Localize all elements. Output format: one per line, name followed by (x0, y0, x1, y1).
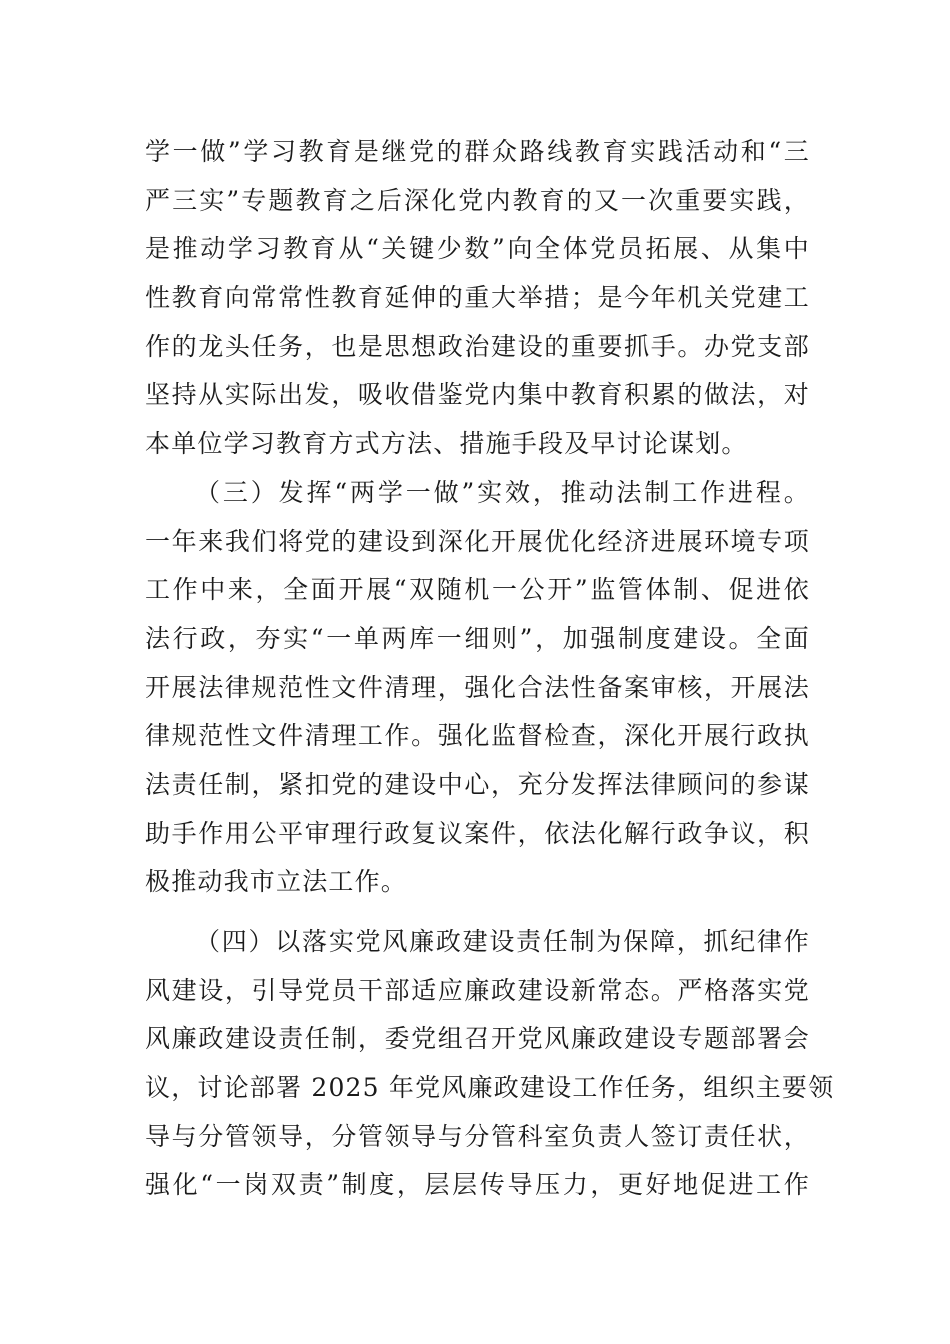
document-body (145, 128, 835, 1210)
text-line: 严三实”专题教育之后深化党内教育的又一次重要实践， (145, 185, 810, 215)
text-line: 开展法律规范性文件清理，强化合法性备案审核，开展法 (145, 672, 810, 702)
text-line: 强化“一岗双责”制度，层层传导压力，更好地促进工作 (145, 1170, 810, 1200)
paragraph-3 (145, 918, 835, 1210)
text-line: 坚持从实际出发，吸收借鉴党内集中教育积累的做法，对 (145, 380, 810, 410)
text-line: 本单位学习教育方式方法、措施手段及早讨论谋划。 (145, 429, 748, 459)
text-line: 学一做”学习教育是继党的群众路线教育实践活动和“三 (145, 137, 810, 166)
text-line: 法行政，夯实“一单两库一细则”，加强制度建设。全面 (145, 623, 810, 653)
paragraph-1 (145, 128, 810, 469)
text-line: 律规范性文件清理工作。强化监督检查，深化开展行政执 (145, 721, 810, 751)
text-line: 法责任制，紧扣党的建设中心，充分发挥法律顾问的参谋 (145, 769, 810, 799)
text-line: 议，讨论部署 2025 年党风廉政建设工作任务，组织主要领 (145, 1073, 835, 1103)
text-line: 极推动我市立法工作。 (145, 867, 408, 897)
text-line: 一年来我们将党的建设到深化开展优化经济进展环境专项 (145, 526, 810, 556)
text-line: 是推动学习教育从“关键少数”向全体党员拓展、从集中 (145, 234, 810, 264)
text-line: 助手作用公平审理行政复议案件，依法化解行政争议，积 (145, 818, 810, 848)
text-line: 作的龙头任务，也是思想政治建设的重要抓手。办党支部 (145, 331, 810, 361)
text-line: 风廉政建设责任制，委党组召开党风廉政建设专题部署会 (145, 1024, 810, 1054)
text-line: 导与分管领导，分管领导与分管科室负责人签订责任状， (145, 1121, 810, 1151)
section-heading-line: （三）发挥“两学一做”实效，推动法制工作进程。 (195, 477, 810, 507)
text-line: 风建设，引导党员干部适应廉政建设新常态。严格落实党 (145, 975, 810, 1005)
text-line: 工作中来，全面开展“双随机一公开”监管体制、促进依 (145, 575, 810, 605)
section-heading-line: （四）以落实党风廉政建设责任制为保障，抓纪律作 (195, 927, 810, 956)
paragraph-2 (145, 469, 810, 907)
text-line: 性教育向常常性教育延伸的重大举措；是今年机关党建工 (145, 283, 810, 313)
